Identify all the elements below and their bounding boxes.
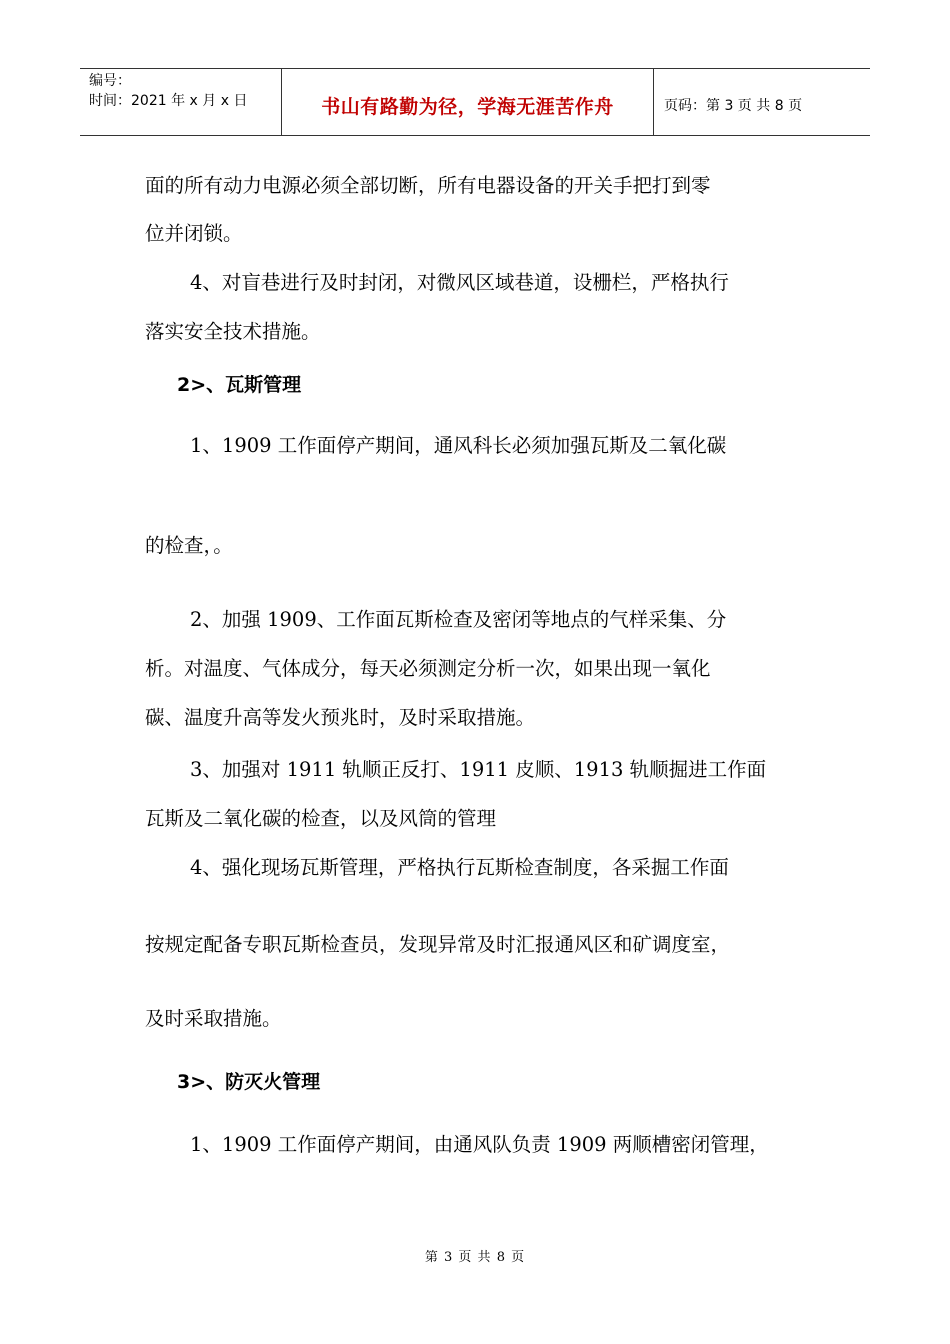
body-line: 2、加强 1909、工作面瓦斯检查及密闭等地点的气样采集、分 — [190, 608, 727, 631]
motto-text: 书山有路勤为径，学海无涯苦作舟 — [321, 95, 614, 118]
body-line: 析。对温度、气体成分，每天必须测定分析一次，如果出现一氧化 — [145, 657, 711, 680]
body-line: 1、1909 工作面停产期间，通风科长必须加强瓦斯及二氧化碳 — [190, 434, 727, 457]
body-line: 1、1909 工作面停产期间，由通风队负责 1909 两顺槽密闭管理， — [190, 1133, 769, 1156]
page-indicator: 页码：第 3 页 共 8 页 — [664, 98, 803, 114]
header-motto-cell — [282, 69, 654, 135]
body-line: 4、强化现场瓦斯管理，严格执行瓦斯检查制度，各采掘工作面 — [190, 856, 729, 879]
body-line: 的检查，。 — [145, 534, 233, 557]
section-heading-fire: 3>、防灭火管理 — [177, 1071, 321, 1093]
page-footer: 第 3 页 共 8 页 — [424, 1250, 526, 1265]
page-header — [80, 68, 870, 136]
date-label: 时间：2021 年 x 月 x 日 — [89, 93, 248, 109]
code-label: 编号： — [89, 73, 131, 89]
body-line: 面的所有动力电源必须全部切断，所有电器设备的开关手把打到零 — [145, 174, 711, 197]
header-meta — [80, 69, 282, 135]
body-line: 碳、温度升高等发火预兆时，及时采取措施。 — [145, 706, 536, 729]
body-line: 4、对盲巷进行及时封闭，对微风区域巷道，设栅栏，严格执行 — [190, 271, 729, 294]
section-heading-gas: 2>、瓦斯管理 — [177, 374, 302, 396]
body-line: 落实安全技术措施。 — [145, 320, 321, 343]
header-page-cell — [654, 69, 870, 135]
body-line: 及时采取措施。 — [145, 1007, 282, 1030]
body-line: 位并闭锁。 — [145, 222, 243, 245]
body-line: 3、加强对 1911 轨顺正反打、1911 皮顺、1913 轨顺掘进工作面 — [190, 758, 767, 781]
body-line: 瓦斯及二氧化碳的检查，以及风筒的管理 — [145, 807, 497, 830]
body-line: 按规定配备专职瓦斯检查员，发现异常及时汇报通风区和矿调度室， — [145, 933, 731, 956]
